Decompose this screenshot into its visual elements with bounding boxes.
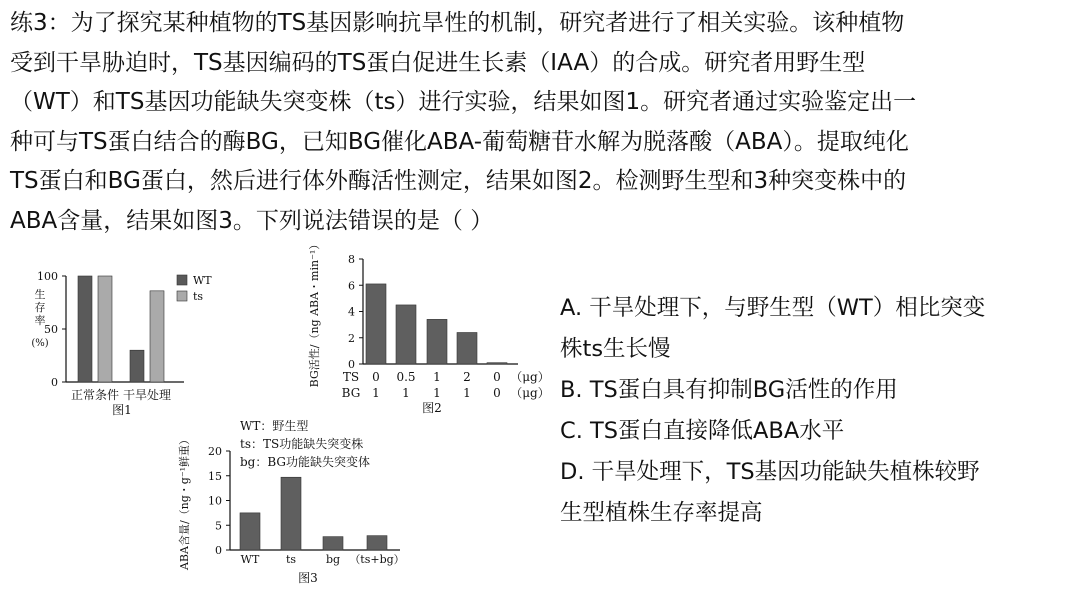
fig1-category-label: 正常条件 bbox=[70, 388, 120, 402]
fig2-tick-label: 2 bbox=[348, 331, 355, 345]
question-line: 受到干旱胁迫时，TS基因编码的TS蛋白促进生长素（IAA）的合成。研究者用野生型 bbox=[10, 49, 866, 76]
fig3-category-label: ts bbox=[285, 553, 297, 566]
fig2-bar bbox=[396, 305, 416, 364]
fig3-bar bbox=[367, 536, 387, 550]
fig1-tick-label: 0 bbox=[51, 376, 58, 389]
fig3-bar bbox=[240, 513, 260, 550]
fig2-ylabel: BG活性/（ng ABA・min⁻¹） bbox=[308, 238, 321, 388]
option-d-line2[interactable]: 生型植株生存率提高 bbox=[560, 500, 763, 526]
fig2-row-value: 2 bbox=[463, 370, 471, 384]
fig1-legend-label: WT bbox=[193, 274, 212, 287]
fig2-row-unit: （μg） bbox=[510, 370, 550, 384]
fig1-bar bbox=[98, 276, 112, 382]
figure-1 bbox=[0, 0, 212, 417]
question-line: 练3：为了探究某种植物的TS基因影响抗旱性的机制，研究者进行了相关实验。该种植物 bbox=[10, 10, 905, 36]
fig1-bar bbox=[150, 291, 164, 382]
fig3-tick-label: 20 bbox=[208, 445, 222, 458]
fig3-bar bbox=[281, 477, 301, 550]
fig2-row-value: 1 bbox=[433, 370, 441, 384]
fig3-title: 图3 bbox=[298, 571, 318, 585]
fig2-row-value: 1 bbox=[463, 386, 471, 400]
fig2-bar bbox=[457, 333, 477, 365]
fig2-tick-label: 4 bbox=[348, 305, 355, 319]
fig2-row-value: 0 bbox=[493, 386, 501, 400]
fig2-row-label: BG bbox=[341, 386, 361, 400]
option-a-line1[interactable]: A. 干旱处理下，与野生型（WT）相比突变 bbox=[560, 295, 986, 321]
fig1-ylabel-display: 生 bbox=[34, 288, 46, 301]
fig1-legend-swatch bbox=[177, 291, 187, 301]
answer-options bbox=[560, 288, 1070, 534]
fig2-row-unit: （μg） bbox=[510, 386, 550, 400]
fig3-tick-label: 10 bbox=[208, 494, 222, 508]
option-a-line2[interactable]: 株ts生长慢 bbox=[560, 336, 671, 362]
fig2-row-value: 1 bbox=[372, 386, 380, 400]
fig3-ylabel: ABA含量/（ng・g⁻¹鲜重） bbox=[178, 433, 191, 571]
fig2-bar bbox=[487, 363, 507, 364]
fig3-category-label: WT bbox=[240, 553, 260, 566]
fig2-row-value: 0 bbox=[493, 370, 501, 384]
option-b[interactable]: B. TS蛋白具有抑制BG活性的作用 bbox=[560, 377, 898, 403]
fig1-legend-swatch bbox=[177, 275, 187, 285]
fig1-category-label: 干旱处理 bbox=[122, 388, 172, 402]
fig2-row-value: 1 bbox=[402, 386, 410, 400]
fig2-row-value: 0 bbox=[372, 370, 380, 384]
question-line: （WT）和TS基因功能缺失突变株（ts）进行实验，结果如图1。研究者通过实验鉴定出一 bbox=[10, 89, 917, 115]
fig1-legend-label: ts bbox=[193, 290, 204, 303]
fig3-tick-label: 0 bbox=[215, 544, 222, 557]
fig1-bar bbox=[130, 350, 144, 382]
question-line: ABA含量，结果如图3。下列说法错误的是（ ） bbox=[10, 207, 494, 234]
figure-2 bbox=[307, 239, 550, 415]
fig3-note: ts：TS功能缺失突变株 bbox=[240, 437, 364, 451]
fig1-tick-label: 50 bbox=[44, 323, 58, 336]
fig1-tick-label: 100 bbox=[37, 270, 58, 283]
fig1-bar bbox=[78, 276, 92, 382]
fig1-title: 图1 bbox=[112, 403, 132, 417]
fig3-tick-label: 5 bbox=[215, 519, 222, 533]
fig3-note: WT：野生型 bbox=[240, 419, 309, 433]
fig3-category-label: （ts+bg） bbox=[349, 553, 405, 566]
fig2-row-label: TS bbox=[342, 370, 360, 384]
option-d-line1[interactable]: D. 干旱处理下，TS基因功能缺失植株较野 bbox=[560, 459, 980, 485]
fig2-tick-label: 8 bbox=[348, 253, 355, 266]
fig2-tick-label: 0 bbox=[348, 358, 355, 371]
fig1-ylabel-display: 存 bbox=[34, 301, 46, 314]
fig3-bar bbox=[323, 537, 343, 550]
fig3-note: bg：BG功能缺失突变体 bbox=[240, 455, 370, 469]
question-line: TS蛋白和BG蛋白，然后进行体外酶活性测定，结果如图2。检测野生型和3种突变株中的 bbox=[10, 168, 907, 194]
fig2-row-value: 1 bbox=[433, 386, 441, 400]
fig1-ylabel-display: 率 bbox=[34, 314, 46, 327]
fig1-ylabel-display: (%) bbox=[31, 338, 49, 349]
fig2-title: 图2 bbox=[422, 401, 442, 415]
fig3-category-label: bg bbox=[325, 553, 341, 566]
figure-3 bbox=[177, 418, 405, 585]
fig2-tick-label: 6 bbox=[348, 279, 355, 293]
fig2-row-value: 0.5 bbox=[396, 370, 416, 384]
fig2-bar bbox=[427, 319, 447, 364]
fig3-tick-label: 15 bbox=[208, 469, 222, 483]
option-c[interactable]: C. TS蛋白直接降低ABA水平 bbox=[560, 418, 845, 444]
question-line: 种可与TS蛋白结合的酶BG，已知BG催化ABA-葡萄糖苷水解为脱落酸（ABA）。提取纯化 bbox=[10, 128, 909, 155]
fig2-bar bbox=[366, 284, 386, 364]
